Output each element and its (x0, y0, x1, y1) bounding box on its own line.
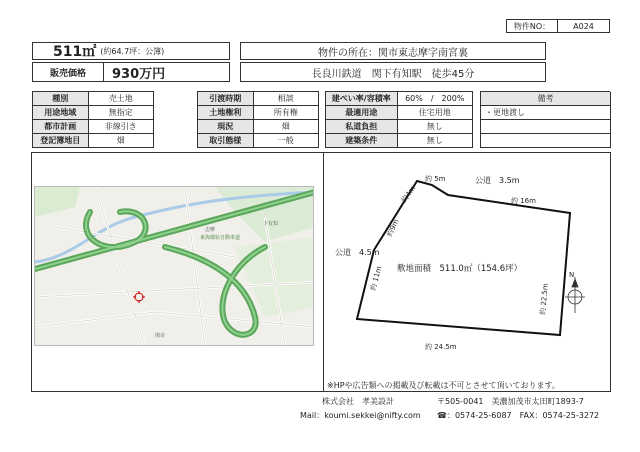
specs-table-1 (32, 91, 154, 148)
dim-top-long: 約 16m (511, 197, 536, 205)
spec-row (33, 106, 154, 120)
company-address: 〒505-0041 美濃加茂市太田町1893-7 (437, 397, 584, 406)
spec-key: 都市計画 (33, 120, 89, 134)
spec-row (33, 92, 154, 106)
north-arrow-icon (565, 277, 585, 313)
remarks-line (481, 120, 611, 134)
price-label: 販売価格 (33, 63, 104, 81)
location-access-text: 長良川鉄道 関下有知駅 徒歩45分 (311, 68, 475, 80)
area-main: 511㎡ (53, 44, 97, 60)
spec-key: 建築条件 (326, 134, 398, 148)
spec-value: 相談 (254, 92, 319, 106)
remarks-table (480, 91, 610, 148)
remarks-line: ・更地渡し (481, 106, 611, 120)
spec-row (326, 106, 473, 120)
dim-bottom: 約 24.5m (425, 343, 457, 351)
spec-row (326, 92, 473, 106)
area-box (32, 42, 230, 60)
spec-key: 土地権利 (198, 106, 254, 120)
spec-value: 畑 (254, 120, 319, 134)
dim-left-lower: 約 11m (369, 265, 384, 292)
site-plan (325, 155, 609, 389)
dim-corner: 約4m (400, 184, 418, 205)
spec-value: 60% / 200% (398, 92, 473, 106)
spec-value: 売土地 (89, 92, 154, 106)
company-phone: ☎：0574-25-6087 FAX：0574-25-3272 (437, 411, 600, 420)
spec-key: 最適用途 (326, 106, 398, 120)
property-number-value: A024 (573, 21, 594, 31)
spec-row (198, 92, 319, 106)
spec-row (198, 134, 319, 148)
company-mail: Mail：koumi.sekkei@nifty.com (300, 411, 421, 420)
spec-row (326, 134, 473, 148)
location-address-text: 物件の所在：関市東志摩字南宮裏 (318, 47, 468, 59)
specs-table-2 (197, 91, 319, 148)
spec-key: 取引態様 (198, 134, 254, 148)
dim-right: 約 22.5m (539, 282, 550, 316)
location-access (240, 62, 546, 82)
map-label-shima: 志摩 (205, 227, 216, 233)
map-graphic (35, 187, 314, 346)
spec-key: 現況 (198, 120, 254, 134)
site-plan-graphic (325, 155, 609, 389)
road-left-label: 公道 4.5m (335, 248, 380, 257)
map-label-expressway: 東海環状自動車道 (200, 235, 241, 241)
remarks-title: 備考 (481, 92, 611, 106)
map-label-shimouchi: 下有知 (263, 221, 279, 227)
location-map (34, 186, 314, 346)
spec-key: 登記簿地目 (33, 134, 89, 148)
area-sub: (約64.7坪：公簿) (100, 46, 165, 56)
spec-row (198, 120, 319, 134)
spec-key: 引渡時期 (198, 92, 254, 106)
dim-left-upper: 約9m (385, 217, 401, 238)
dim-top-short: 約 5m (425, 175, 446, 183)
road-top-label: 公道 3.5m (475, 176, 520, 185)
lot-outline (357, 181, 570, 335)
spec-value: 非線引き (89, 120, 154, 134)
remarks-line (481, 134, 611, 148)
specs-table-3 (325, 91, 473, 148)
spec-key: 用途地域 (33, 106, 89, 120)
spec-row (326, 120, 473, 134)
property-number-label: 物件NO： (507, 20, 558, 32)
notice-text: ※HPや広告類への掲載及び転載は不可とさせて頂いております。 (327, 381, 560, 390)
property-number-box (506, 19, 610, 33)
company-name: 株式会社 孝美設計 (322, 397, 394, 406)
spec-row (198, 106, 319, 120)
spec-value: 所有権 (254, 106, 319, 120)
spec-value: 無し (398, 120, 473, 134)
price-box (32, 62, 230, 82)
spec-value: 無指定 (89, 106, 154, 120)
spec-value: 無し (398, 134, 473, 148)
spec-key: 建ぺい率/容積率 (326, 92, 398, 106)
site-area-text: 敷地面積 511.0㎡（154.6坪） (397, 264, 523, 274)
frame-divider (323, 152, 324, 392)
price-value: 930万円 (112, 66, 166, 82)
spec-row (33, 134, 154, 148)
map-label-seki: 関市 (155, 333, 166, 339)
north-label: N (569, 271, 575, 279)
spec-value: 住宅用地 (398, 106, 473, 120)
spec-value: 畑 (89, 134, 154, 148)
spec-key: 種別 (33, 92, 89, 106)
spec-row (33, 120, 154, 134)
spec-value: 一般 (254, 134, 319, 148)
location-address (240, 42, 546, 60)
spec-key: 私道負担 (326, 120, 398, 134)
